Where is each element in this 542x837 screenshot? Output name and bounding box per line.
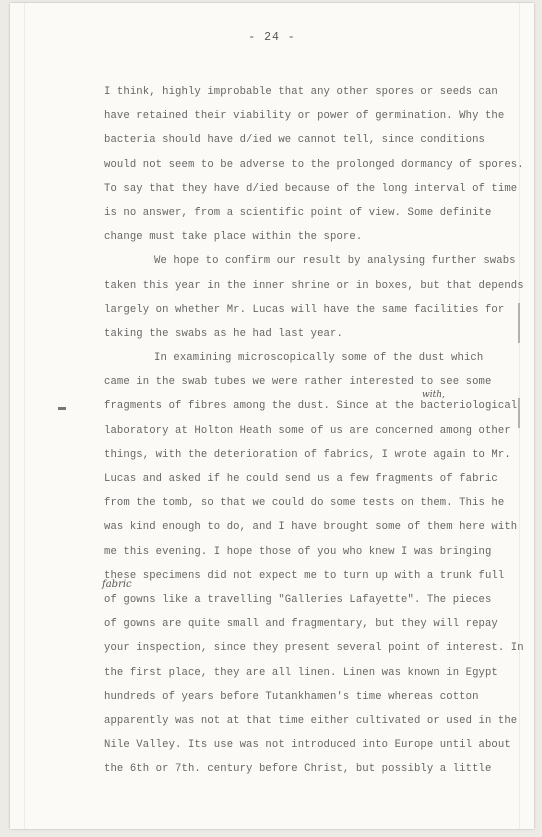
text-line: these specimens did not expect me to turn up with a trunk full bbox=[104, 569, 505, 582]
text-line: fragments of fibres among the dust. Since at the bacteriological bbox=[104, 400, 518, 413]
text-line-content: In examining microscopically some of the dust which bbox=[154, 352, 484, 365]
text-line: I think, highly improbable that any other spores or seeds can bbox=[104, 86, 498, 98]
handwritten-insertion: with, bbox=[422, 390, 445, 400]
text-line: of gowns are quite small and fragmentary, but they will repay bbox=[104, 618, 498, 631]
text-line-content: We hope to confirm our result by analysing further swabs bbox=[154, 255, 516, 268]
text-line: taking the swabs as he had last year. bbox=[104, 327, 343, 340]
text-line: taken this year in the inner shrine or in boxes, but that depends bbox=[104, 279, 524, 292]
text-line: of gowns like a travelling "Galleries Lafayette". The pieces bbox=[104, 593, 492, 606]
text-line: is no answer, from a scientific point of view. Some definite bbox=[104, 206, 492, 219]
handwritten-correction: fabric bbox=[102, 579, 132, 590]
body-text bbox=[104, 86, 524, 787]
text-line: laboratory at Holton Heath some of us are concerned among other bbox=[104, 424, 511, 437]
text-line: have retained their viability or power of germination. Why the bbox=[104, 110, 505, 123]
text-line: apparently was not at that time either cultivated or used in the bbox=[104, 714, 518, 727]
text-line: change must take place within the spore. bbox=[104, 231, 363, 244]
text-line: hundreds of years before Tutankhamen's time whereas cotton bbox=[104, 690, 479, 703]
text-line: your inspection, since they present several point of interest. In bbox=[104, 642, 524, 655]
text-line: bacteria should have d/ied we cannot tell, since conditions bbox=[104, 134, 485, 147]
text-line: from the tomb, so that we could do some tests on them. This he bbox=[104, 497, 505, 510]
text-line: things, with the deterioration of fabrics, I wrote again to Mr. bbox=[104, 448, 511, 461]
text-line: largely on whether Mr. Lucas will have the same facilities for bbox=[104, 303, 505, 316]
text-line: me this evening. I hope those of you who knew I was bringing bbox=[104, 545, 492, 558]
text-line bbox=[104, 255, 524, 279]
text-line: the first place, they are all linen. Linen was known in Egypt bbox=[104, 666, 498, 679]
text-line: Nile Valley. Its use was not introduced into Europe until about bbox=[104, 739, 511, 752]
document-page bbox=[10, 3, 534, 829]
text-line: Lucas and asked if he could send us a few fragments of fabric bbox=[104, 473, 498, 485]
text-line: would not seem to be adverse to the prolonged dormancy of spores. bbox=[104, 158, 524, 171]
text-line: To say that they have d/ied because of the long interval of time bbox=[104, 182, 518, 195]
text-line: was kind enough to do, and I have brought some of them here with bbox=[104, 521, 518, 534]
text-line bbox=[104, 352, 524, 376]
text-line: came in the swab tubes we were rather interested to see some bbox=[104, 376, 492, 389]
page-crease bbox=[24, 3, 25, 829]
page-number: - 24 - bbox=[248, 31, 296, 44]
text-line: the 6th or 7th. century before Christ, but possibly a little bbox=[104, 763, 492, 776]
margin-mark bbox=[58, 407, 66, 410]
